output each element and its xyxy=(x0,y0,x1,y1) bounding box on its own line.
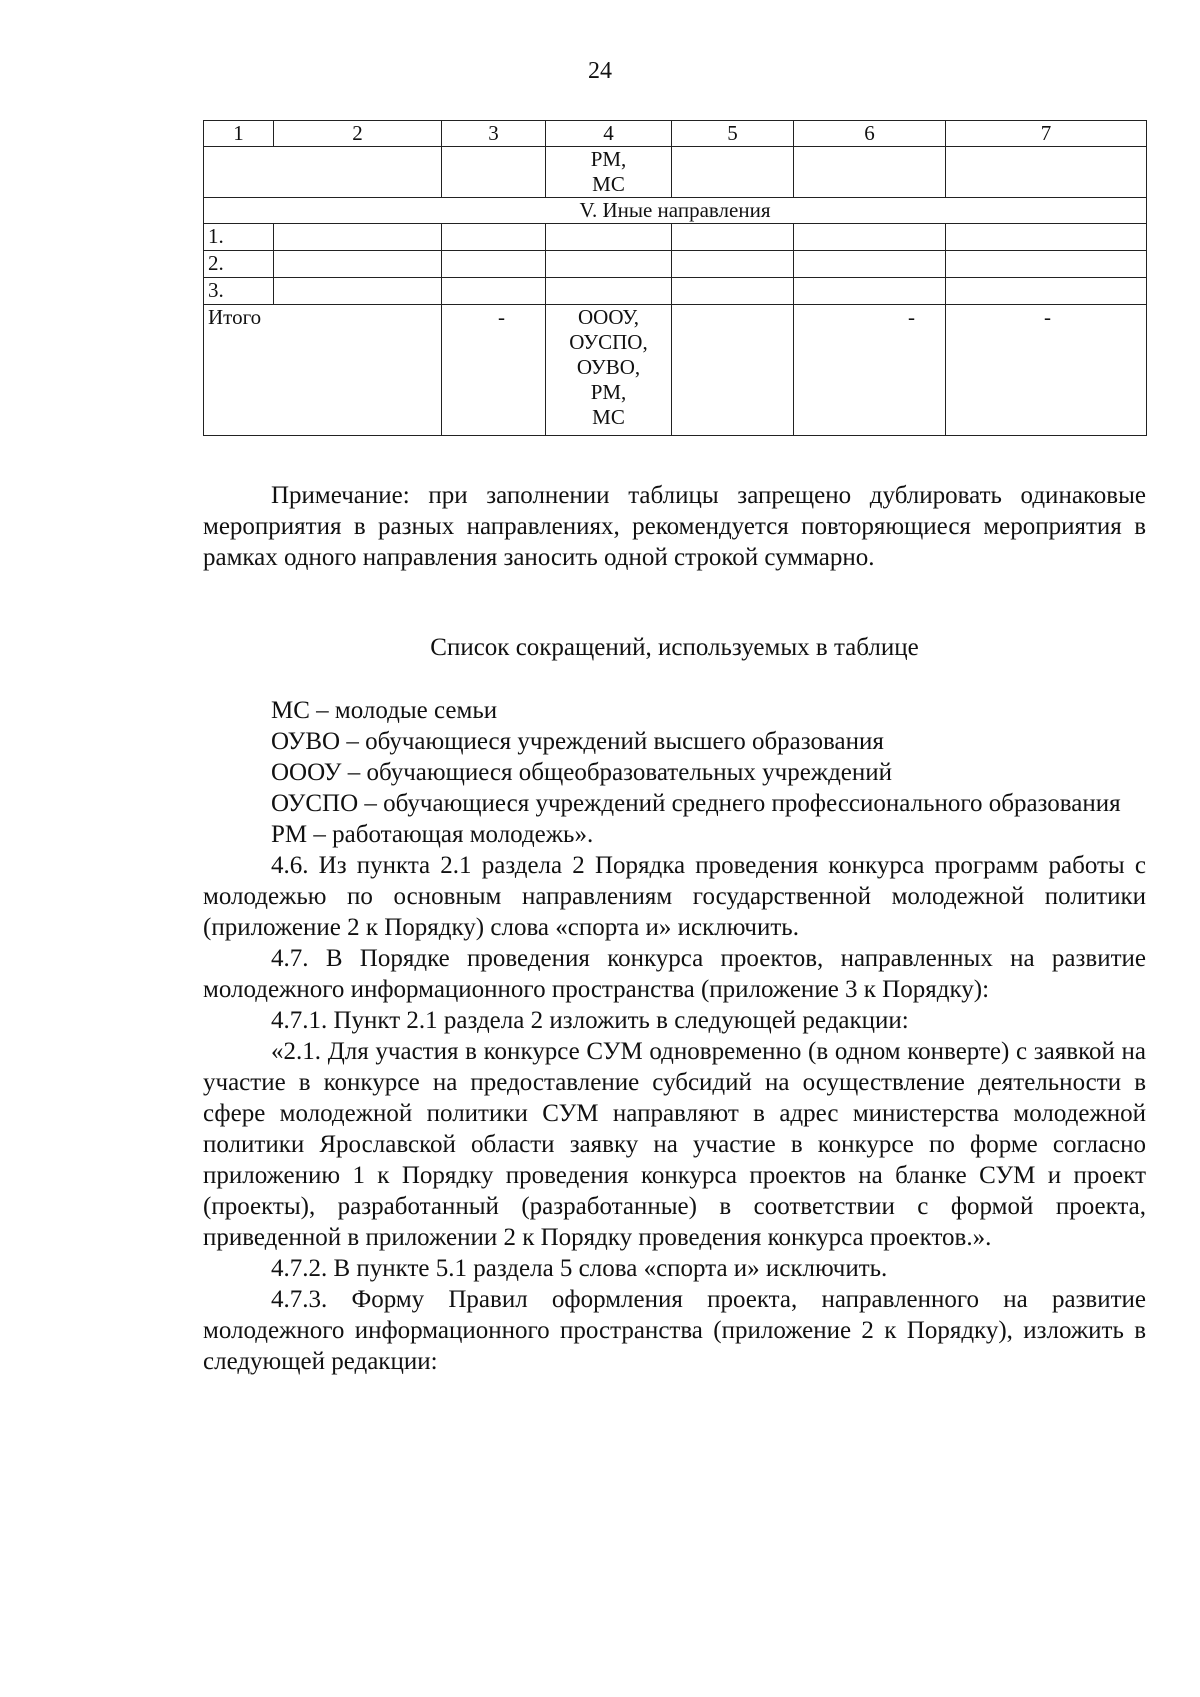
table-cell xyxy=(672,147,794,198)
section-row xyxy=(204,198,1147,224)
header-cell: 3 xyxy=(442,121,546,147)
header-cell: 1 xyxy=(204,121,274,147)
abbreviations-title: Список сокращений, используемых в таблице xyxy=(430,634,919,661)
abbreviation-item: ОУСПО – обучающиеся учреждений среднего профессионального образования xyxy=(271,790,1121,817)
abbreviation-item: МС – молодые семьи xyxy=(271,697,498,724)
total-col7: - xyxy=(946,305,1147,436)
total-col5 xyxy=(672,305,794,436)
paragraph: 4.6. Из пункта 2.1 раздела 2 Порядка проведения конкурса программ работы с молодежью по основным направлениям государственной молодежной политики (приложение 2 к Порядку) слова «спорта и» исключить. xyxy=(203,852,1146,941)
total-col6: - xyxy=(794,305,946,436)
header-cell: 7 xyxy=(946,121,1147,147)
total-row xyxy=(204,305,1147,436)
note-text: Примечание: при заполнении таблицы запрещено дублировать одинаковые мероприятия в разных направлениях, рекомендуется повторяющиеся мероприятия в рамках одного направления заносить одной строкой суммарно. xyxy=(203,482,1146,571)
total-col4: ОООУ, ОУСПО, ОУВО, РМ, МС xyxy=(546,305,672,436)
paragraph: 4.7.3. Форму Правил оформления проекта, направленного на развитие молодежного информационного пространства (приложение 2 к Порядку), изложить в следующей редакции: xyxy=(203,1286,1146,1375)
table-header-row xyxy=(204,121,1147,147)
paragraph: 4.7.1. Пункт 2.1 раздела 2 изложить в следующей редакции: xyxy=(271,1007,909,1034)
table-row xyxy=(204,278,1147,305)
table-cell xyxy=(204,147,442,198)
table-cell xyxy=(442,147,546,198)
summary-table xyxy=(203,120,1147,436)
table-cell xyxy=(946,147,1147,198)
abbreviations-list xyxy=(203,695,1146,1377)
page-number: 24 xyxy=(588,58,612,84)
abbreviation-item: РМ – работающая молодежь». xyxy=(271,821,594,848)
section-title: V. Иные направления xyxy=(204,198,1147,224)
table-row xyxy=(204,224,1147,251)
header-cell: 4 xyxy=(546,121,672,147)
abbreviation-item: ОУВО – обучающиеся учреждений высшего образования xyxy=(271,728,884,755)
row-number: 2. xyxy=(204,251,274,278)
row-number: 3. xyxy=(204,278,274,305)
abbreviation-item: ОООУ – обучающиеся общеобразовательных учреждений xyxy=(271,759,893,786)
header-cell: 6 xyxy=(794,121,946,147)
paragraph: 4.7. В Порядке проведения конкурса проектов, направленных на развитие молодежного информационного пространства (приложение 3 к Порядку): xyxy=(203,945,1146,1003)
paragraph: 4.7.2. В пункте 5.1 раздела 5 слова «спорта и» исключить. xyxy=(271,1255,888,1282)
table-row xyxy=(204,251,1147,278)
total-label: Итого xyxy=(204,305,442,436)
header-cell: 5 xyxy=(672,121,794,147)
table-cell: РМ, МС xyxy=(546,147,672,198)
note-block xyxy=(203,480,1146,573)
row-number: 1. xyxy=(204,224,274,251)
header-cell: 2 xyxy=(274,121,442,147)
table-row xyxy=(204,147,1147,198)
total-col3: - xyxy=(442,305,546,436)
table-cell xyxy=(794,147,946,198)
paragraph: «2.1. Для участия в конкурсе СУМ одновременно (в одном конверте) с заявкой на участие в конкурсе на предоставление субсидий на осуществление деятельности в сфере молодежной политики СУМ направляют в адрес министерства молодежной политики Ярославской области заявку на участие в конкурсе по форме согласно приложению 1 к Порядку проведения конкурса проектов на бланке СУМ и проект (проекты), разработанный (разработанные) в соответствии с формой проекта, приведенной в приложении 2 к Порядку проведения конкурса проектов.». xyxy=(203,1038,1146,1251)
